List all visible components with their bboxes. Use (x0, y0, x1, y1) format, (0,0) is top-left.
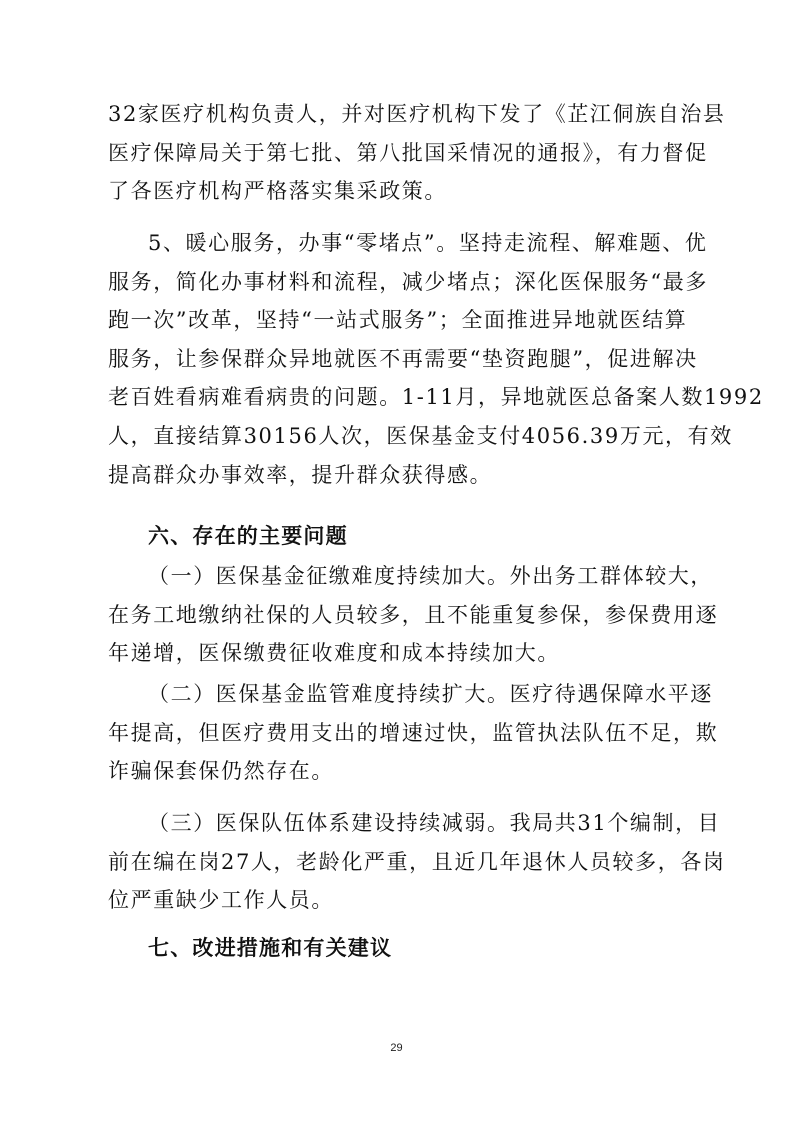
paragraph-line: 跑一次”改革，坚持“一站式服务”；全面推进异地就医结算 (108, 308, 688, 333)
paragraph-line: 提高群众办事效率，提升群众获得感。 (108, 462, 493, 487)
paragraph-problem-one (108, 557, 719, 673)
paragraph-line: 在务工地缴纳社保的人员较多，且不能重复参保，参保费用逐 (108, 602, 719, 627)
page-number: 29 (390, 1042, 403, 1054)
section-heading-problems: 六、存在的主要问题 (148, 524, 348, 548)
paragraph-problem-two (108, 675, 719, 791)
paragraph-line: 32家医疗机构负责人，并对医疗机构下发了《芷江侗族自治县 (108, 102, 726, 126)
paragraph-purchase-notice (108, 95, 726, 211)
paragraph-problem-three (108, 804, 726, 920)
paragraph-line: 年提高，但医疗费用支出的增速过快，监管执法队伍不足，欺 (108, 720, 719, 745)
paragraph-line: 老百姓看病难看病贵的问题。1-11月，异地就医总备案人数1992 (108, 385, 764, 410)
paragraph-line: 位严重缺少工作人员。 (108, 888, 334, 913)
paragraph-line: 年递增，医保缴费征收难度和成本持续加大。 (108, 641, 560, 666)
paragraph-line: 了各医疗机构严格落实集采政策。 (108, 179, 447, 204)
paragraph-line: 诈骗保套保仍然存在。 (108, 759, 334, 784)
paragraph-line: 人，直接结算30156人次，医保基金支付4056.39万元，有效 (108, 423, 733, 448)
paragraph-line: 服务，简化办事材料和流程，减少堵点；深化医保服务“最多 (108, 269, 708, 294)
paragraph-line: 前在编在岗27人，老龄化严重，且近几年退休人员较多，各岗 (108, 849, 726, 874)
paragraph-warm-service (108, 224, 764, 494)
paragraph-line: 5、暖心服务，办事“零堵点”。坚持走流程、解难题、优 (148, 231, 708, 255)
paragraph-line: （三）医保队伍体系建设持续减弱。我局共31个编制，目 (148, 811, 721, 835)
paragraph-line: 医疗保障局关于第七批、第八批国采情况的通报》，有力督促 (108, 140, 708, 165)
paragraph-line: 服务，让参保群众异地就医不再需要“垫资跑腿”，促进解决 (108, 346, 698, 371)
paragraph-line: （二）医保基金监管难度持续扩大。医疗待遇保障水平逐 (148, 682, 713, 706)
section-heading-improvements: 七、改进措施和有关建议 (148, 936, 393, 960)
paragraph-line: （一）医保基金征缴难度持续加大。外出务工群体较大， (148, 564, 713, 588)
